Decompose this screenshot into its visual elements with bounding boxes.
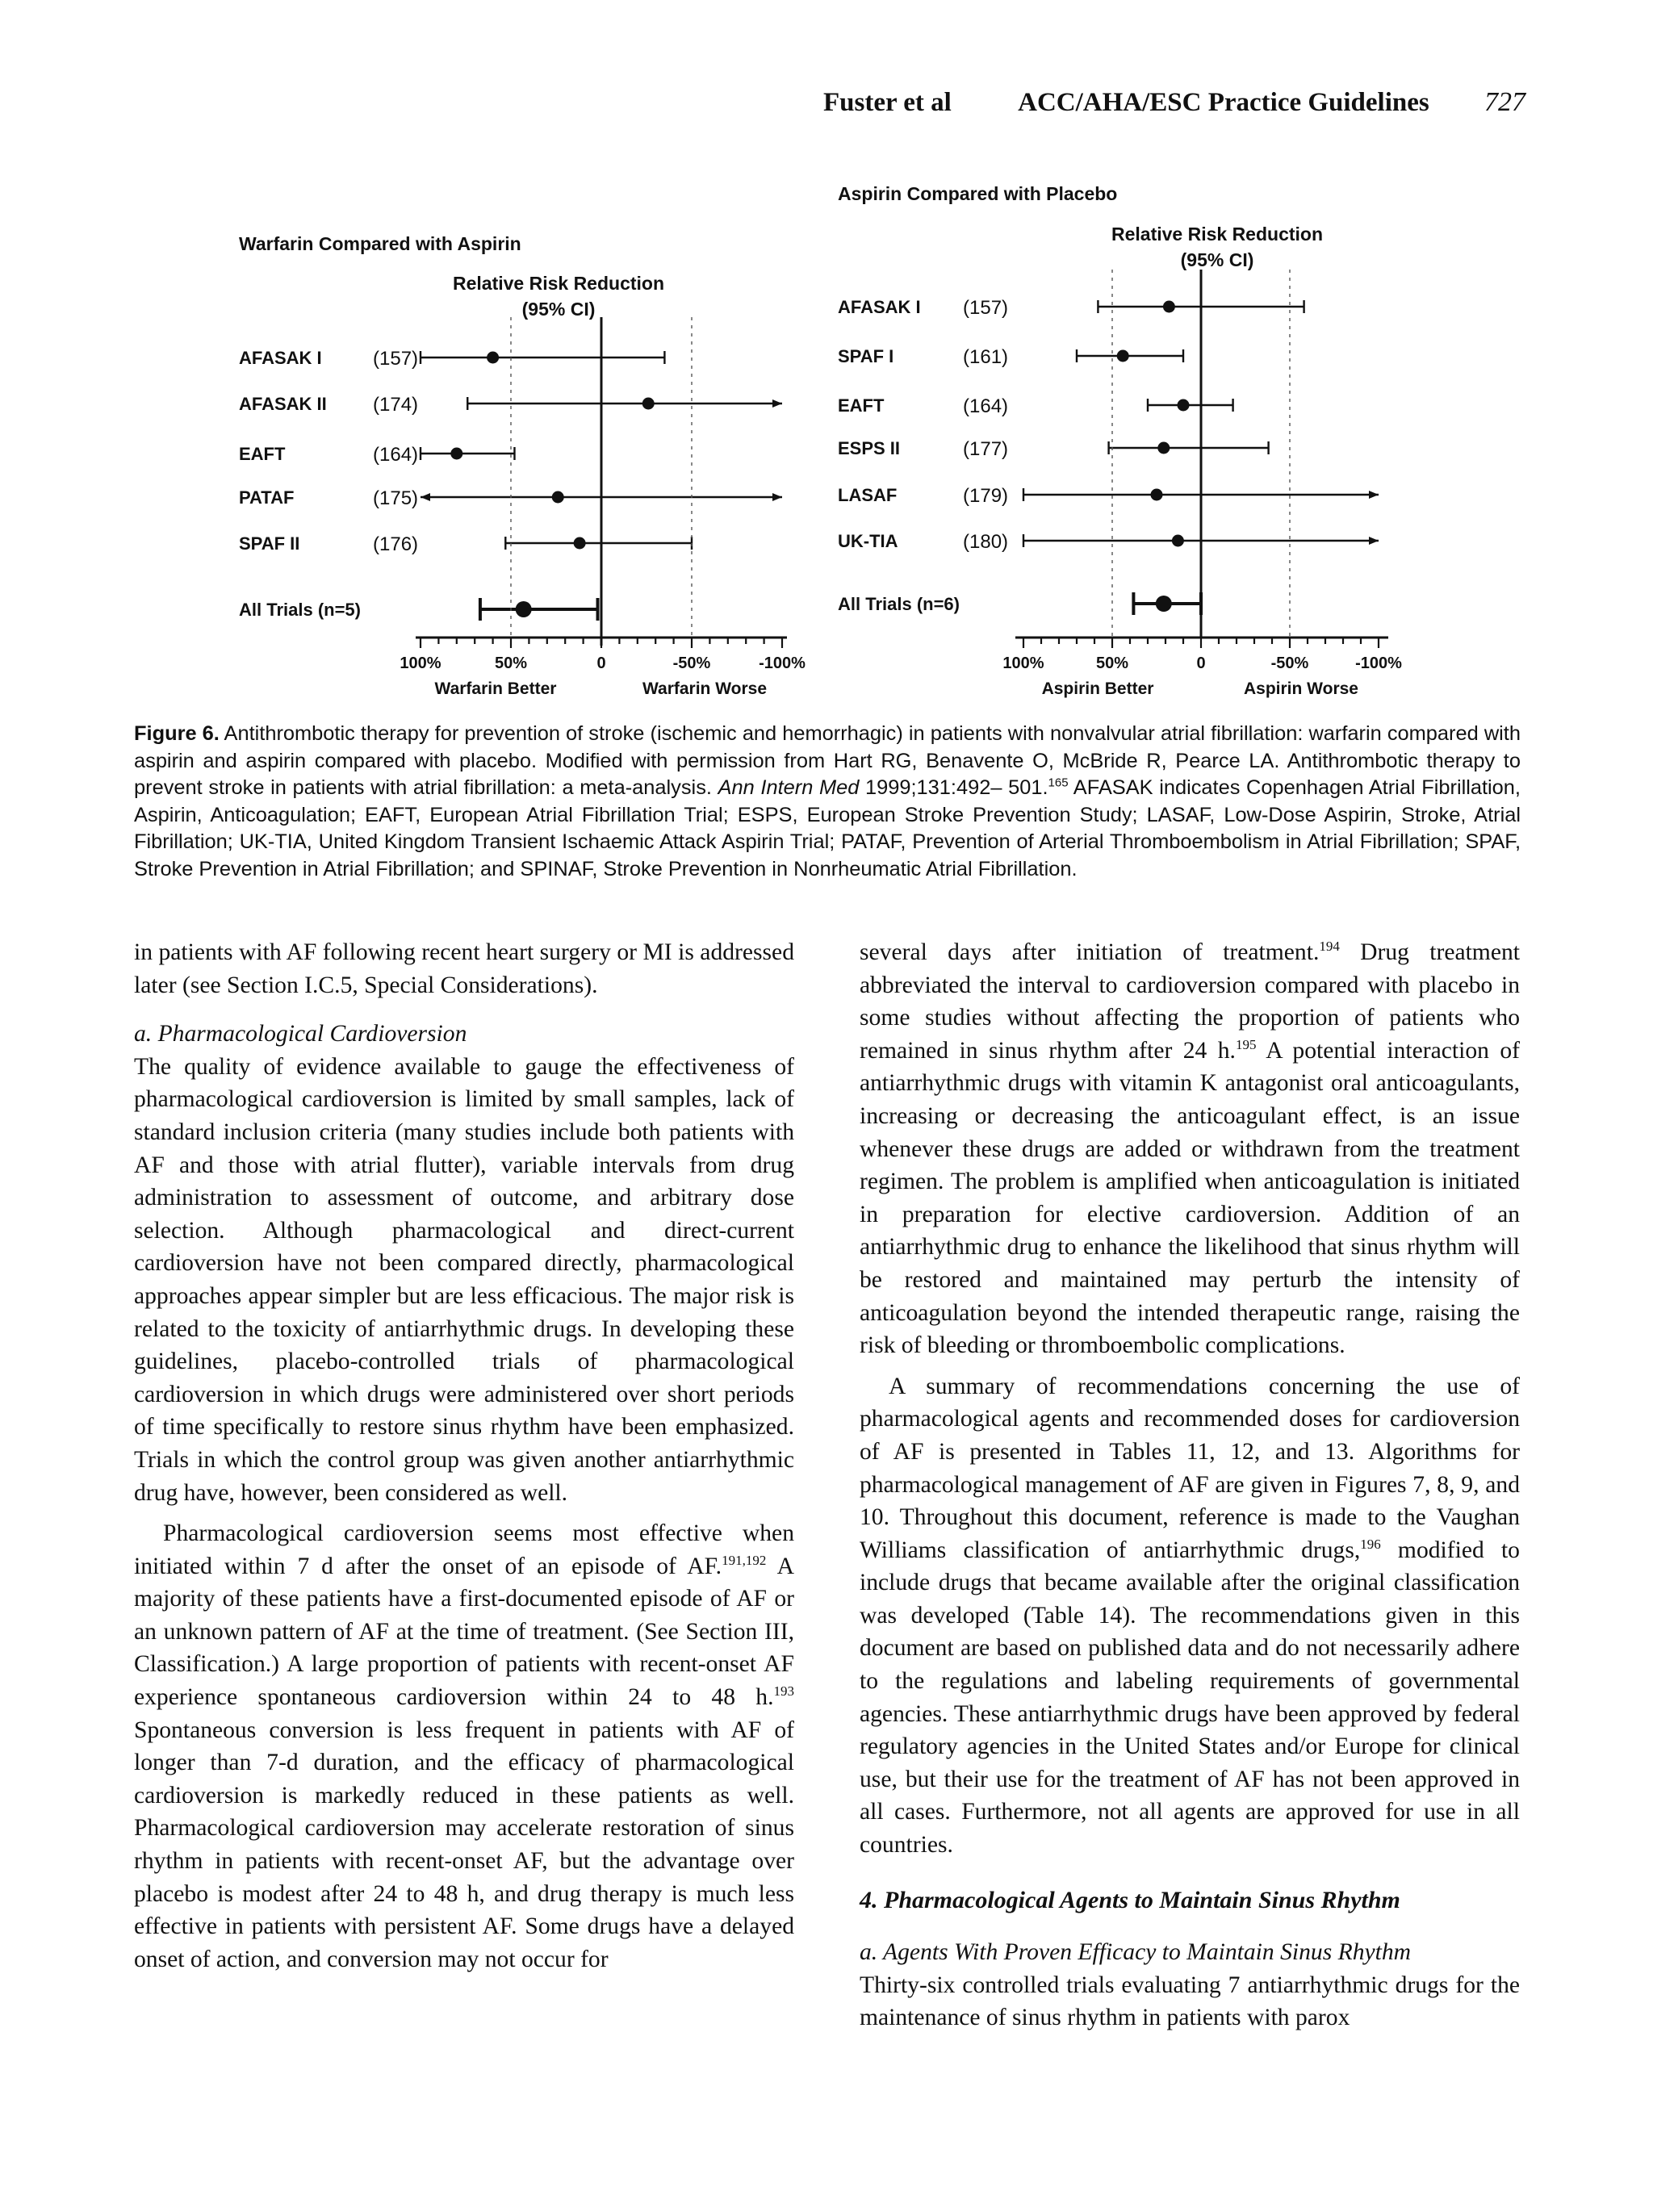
right-point-estimate-spaf-i <box>1117 350 1129 362</box>
right-p1-text-a: several days after initiation of treatment. <box>860 939 1320 965</box>
left-trial-label-spaf-ii: SPAF II <box>239 533 300 554</box>
section-heading-maintain-sinus-rhythm: 4. Pharmacological Agents to Maintain Sinus Rhythm <box>860 1886 1400 1913</box>
right-worse-label: Aspirin Worse <box>1244 679 1358 698</box>
left-ci-arrow-high-pataf <box>772 493 782 501</box>
right-paragraph-1 <box>860 936 1520 1362</box>
subsection-heading-pharmacological-cardioversion: a. Pharmacological Cardioversion <box>134 1021 467 1047</box>
left-p3-ref-2: 193 <box>773 1683 794 1700</box>
right-point-estimate-lasaf <box>1151 489 1163 501</box>
left-pooled-label: All Trials (n=5) <box>239 600 361 620</box>
left-point-estimate-eaft <box>450 448 462 460</box>
right-p2-text-a: A summary of recommendations concerning the use of pharmacological agents and recommended doses for cardioversion of AF is presented in Tables 11, 12, and 13. Algorithms for pharmacological management of AF are given in Figures 7, 8, 9, and 10. Throughout this document, reference is made to the Vaughan Williams classification of antiarrhythmic drugs, <box>860 1373 1520 1563</box>
left-rrr-title: Relative Risk Reduction <box>452 273 665 294</box>
forest-plot-svg <box>0 0 1653 726</box>
right-trial-label-lasaf: LASAF <box>838 485 898 505</box>
right-p2-text-b: modified to include drugs that became available after the original classification was developed (Table 14). The recommendations given in this document are based on published data and do not necessarily adhere to the regulations and labeling requirements of governmental agencies. These antiarrhythmic drugs have been approved by federal regulatory agencies in the United States and/or Europe for clinical use, but their use for the treatment of AF has not been approved in all cases. Furthermore, not all agents are approved for use in all countries. <box>860 1537 1520 1859</box>
right-rrr-title: Relative Risk Reduction <box>1111 224 1324 245</box>
left-panel-title: Warfarin Compared with Aspirin <box>239 233 521 254</box>
left-tick-label-3: -50% <box>672 654 711 672</box>
left-trial-label-eaft: EAFT <box>239 444 286 464</box>
right-tick-label-1: 50% <box>1095 654 1129 672</box>
left-tick-label-0: 100% <box>400 654 441 672</box>
left-trial-n-afasak-i: (157) <box>373 348 419 370</box>
right-tick-label-2: 0 <box>1196 654 1206 672</box>
left-rrr-ci: (95% CI) <box>521 299 596 320</box>
left-trial-label-pataf: PATAF <box>239 487 295 508</box>
left-trial-n-pataf: (175) <box>373 487 419 509</box>
left-trial-n-spaf-ii: (176) <box>373 533 419 555</box>
right-point-estimate-uk-tia <box>1172 535 1184 547</box>
subsection-heading-proven-efficacy: a. Agents With Proven Efficacy to Maintain Sinus Rhythm <box>860 1939 1412 1966</box>
left-point-estimate-pataf <box>552 491 564 504</box>
caption-text-2: AFASAK indicates Copenhagen Atrial Fibrillation, Aspirin, Anticoagulation; EAFT, European Atrial Fibrillation Trial; ESPS, European Stroke Prevention Study; LASAF, Low-Dose Aspirin, Stroke, Atrial Fibrillation; UK-TIA, United Kingdom Transient Ischaemic Attack Aspirin Trial; PATAF, Prevention of Arterial Thromboembolism in Atrial Fibrillation; SPAF, Stroke Prevention in Atrial Fibrillation; and SPINAF, Stroke Prevention in Nonrheumatic Atrial Fibrillation. <box>134 776 1521 880</box>
right-trial-label-afasak-i: AFASAK I <box>838 297 921 317</box>
right-trial-n-spaf-i: (161) <box>963 346 1009 368</box>
header-journal: ACC/AHA/ESC Practice Guidelines <box>1018 88 1429 117</box>
right-tick-label-3: -50% <box>1270 654 1309 672</box>
right-point-estimate-eaft <box>1178 399 1190 412</box>
right-trial-n-lasaf: (179) <box>963 485 1009 507</box>
caption-citation: 1999;131:492– 501. <box>859 776 1048 800</box>
figure-caption <box>134 721 1521 884</box>
right-pooled-label: All Trials (n=6) <box>838 594 960 614</box>
right-rrr-ci: (95% CI) <box>1180 249 1254 270</box>
left-pooled-estimate <box>516 601 532 617</box>
right-point-estimate-esps-ii <box>1157 442 1170 454</box>
right-panel-title: Aspirin Compared with Placebo <box>838 183 1118 204</box>
caption-ref: 165 <box>1048 776 1069 790</box>
left-trial-label-afasak-ii: AFASAK II <box>239 394 327 414</box>
left-text-column <box>134 936 794 1976</box>
left-paragraph-2: The quality of evidence available to gauge the effectiveness of pharmacological cardioversion is limited by small samples, lack of standard inclusion criteria (many studies include both patients with AF and those with atrial flutter), variable intervals from drug administration to assessment of outcome, and arbitrary dose selection. Although pharmacological and direct-current cardioversion have not been compared directly, pharmacological approaches appear simpler but are less efficacious. The major risk is related to the toxicity of antiarrhythmic drugs. In developing these guidelines, placebo-controlled trials of pharmacological cardioversion in which drugs were administered over short periods of time specifically to restore sinus rhythm have been emphasized. Trials in which the control group was given another antiarrhythmic drug have, however, been considered as well. <box>134 1053 794 1506</box>
right-p2-ref: 196 <box>1360 1536 1381 1552</box>
left-point-estimate-spaf-ii <box>574 537 586 550</box>
right-better-label: Aspirin Better <box>1041 679 1154 698</box>
right-p1-ref-1: 194 <box>1319 939 1340 955</box>
caption-journal: Ann Intern Med <box>718 776 860 800</box>
right-trial-n-eaft: (164) <box>963 395 1009 417</box>
forest-plot-figure <box>0 0 1653 726</box>
right-p1-ref-2: 195 <box>1235 1036 1257 1052</box>
left-trial-n-eaft: (164) <box>373 444 419 466</box>
figure-label: Figure 6. <box>134 722 220 745</box>
right-tick-label-0: 100% <box>1002 654 1044 672</box>
right-tick-label-4: -100% <box>1355 654 1402 672</box>
left-paragraph-3 <box>134 1517 794 1976</box>
right-trial-n-esps-ii: (177) <box>963 438 1009 460</box>
left-trial-label-afasak-i: AFASAK I <box>239 348 322 368</box>
left-tick-label-1: 50% <box>494 654 528 672</box>
left-tick-label-4: -100% <box>759 654 806 672</box>
caption-text-1: Antithrombotic therapy for prevention of stroke (ischemic and hemorrhagic) in patients with nonvalvular atrial fibrillation: warfarin compared with aspirin and aspirin compared with placebo. Modified with permission from Hart RG, Benavente O, McBride R, Pearce LA. Antithrombotic therapy to prevent stroke in patients with atrial fibrillation: a meta-analysis. <box>134 722 1521 800</box>
left-p3-text-c: Spontaneous conversion is less frequent in patients with AF of longer than 7-d duration, and the efficacy of pharmacological cardioversion is markedly reduced in these patients as well. Pharmacological cardioversion may accelerate restoration of sinus rhythm in patients with recent-onset AF, but the advantage over placebo is modest after 24 to 48 h, and drug therapy is much less effective in patients with persistent AF. Some drugs have a delayed onset of action, and conversion may not occur for <box>134 1716 794 1972</box>
left-ci-arrow-low-pataf <box>421 493 430 501</box>
right-trial-label-spaf-i: SPAF I <box>838 346 894 366</box>
left-panel <box>239 233 806 698</box>
left-tick-label-2: 0 <box>596 654 606 672</box>
left-paragraph-1: in patients with AF following recent heart surgery or MI is addressed later (see Section I.C.5, Special Considerations). <box>134 939 794 998</box>
left-better-label: Warfarin Better <box>434 679 557 698</box>
right-trial-label-esps-ii: ESPS II <box>838 438 901 458</box>
left-p3-ref-1: 191,192 <box>722 1552 767 1568</box>
header-authors: Fuster et al <box>823 88 952 117</box>
left-p3-text-b: A majority of these patients have a first-documented episode of AF or an unknown pattern of AF at the time of treatment. (See Section III, Classification.) A large proportion of patients with recent-onset AF experience spontaneous cardioversion within 24 to 48 h. <box>134 1553 794 1711</box>
right-trial-label-eaft: EAFT <box>838 395 885 416</box>
right-trial-label-uk-tia: UK-TIA <box>838 531 898 551</box>
right-paragraph-3: Thirty-six controlled trials evaluating 7 antiarrhythmic drugs for the maintenance of sinus rhythm in patients with parox <box>860 1972 1520 2031</box>
right-p1-text-c: A potential interaction of antiarrhythmic drugs with vitamin K antagonist oral anticoagulants, increasing or decreasing the anticoagulant effect, is an issue whenever these drugs are added or withdrawn from the treatment regimen. The problem is amplified when anticoagulation is initiated in preparation for elective cardioversion. Addition of an antiarrhythmic drug to enhance the likelihood that sinus rhythm will be restored and maintained may perturb the intensity of anticoagulation beyond the intended therapeutic range, raising the risk of bleeding or thromboembolic complications. <box>860 1037 1520 1359</box>
left-point-estimate-afasak-ii <box>642 398 655 410</box>
right-ci-arrow-high-uk-tia <box>1369 537 1379 545</box>
left-p3-text-a: Pharmacological cardioversion seems most effective when initiated within 7 d after the onset of an episode of AF. <box>134 1520 794 1579</box>
left-worse-label: Warfarin Worse <box>642 679 768 698</box>
right-panel <box>838 183 1402 698</box>
right-text-column <box>860 936 1520 2034</box>
right-trial-n-afasak-i: (157) <box>963 297 1009 319</box>
right-ci-arrow-high-lasaf <box>1369 491 1379 499</box>
left-point-estimate-afasak-i <box>487 352 499 364</box>
left-trial-n-afasak-ii: (174) <box>373 394 419 416</box>
right-trial-n-uk-tia: (180) <box>963 531 1009 553</box>
left-ci-arrow-high-afasak-ii <box>772 399 782 408</box>
page-number: 727 <box>1484 87 1525 117</box>
right-p1-text-b: Drug treatment abbreviated the interval to cardioversion compared with placebo in some studies without affecting the proportion of patients who remained in sinus rhythm after 24 h. <box>860 939 1520 1064</box>
right-pooled-estimate <box>1156 596 1172 612</box>
right-point-estimate-afasak-i <box>1163 301 1175 313</box>
right-paragraph-2 <box>860 1370 1520 1862</box>
